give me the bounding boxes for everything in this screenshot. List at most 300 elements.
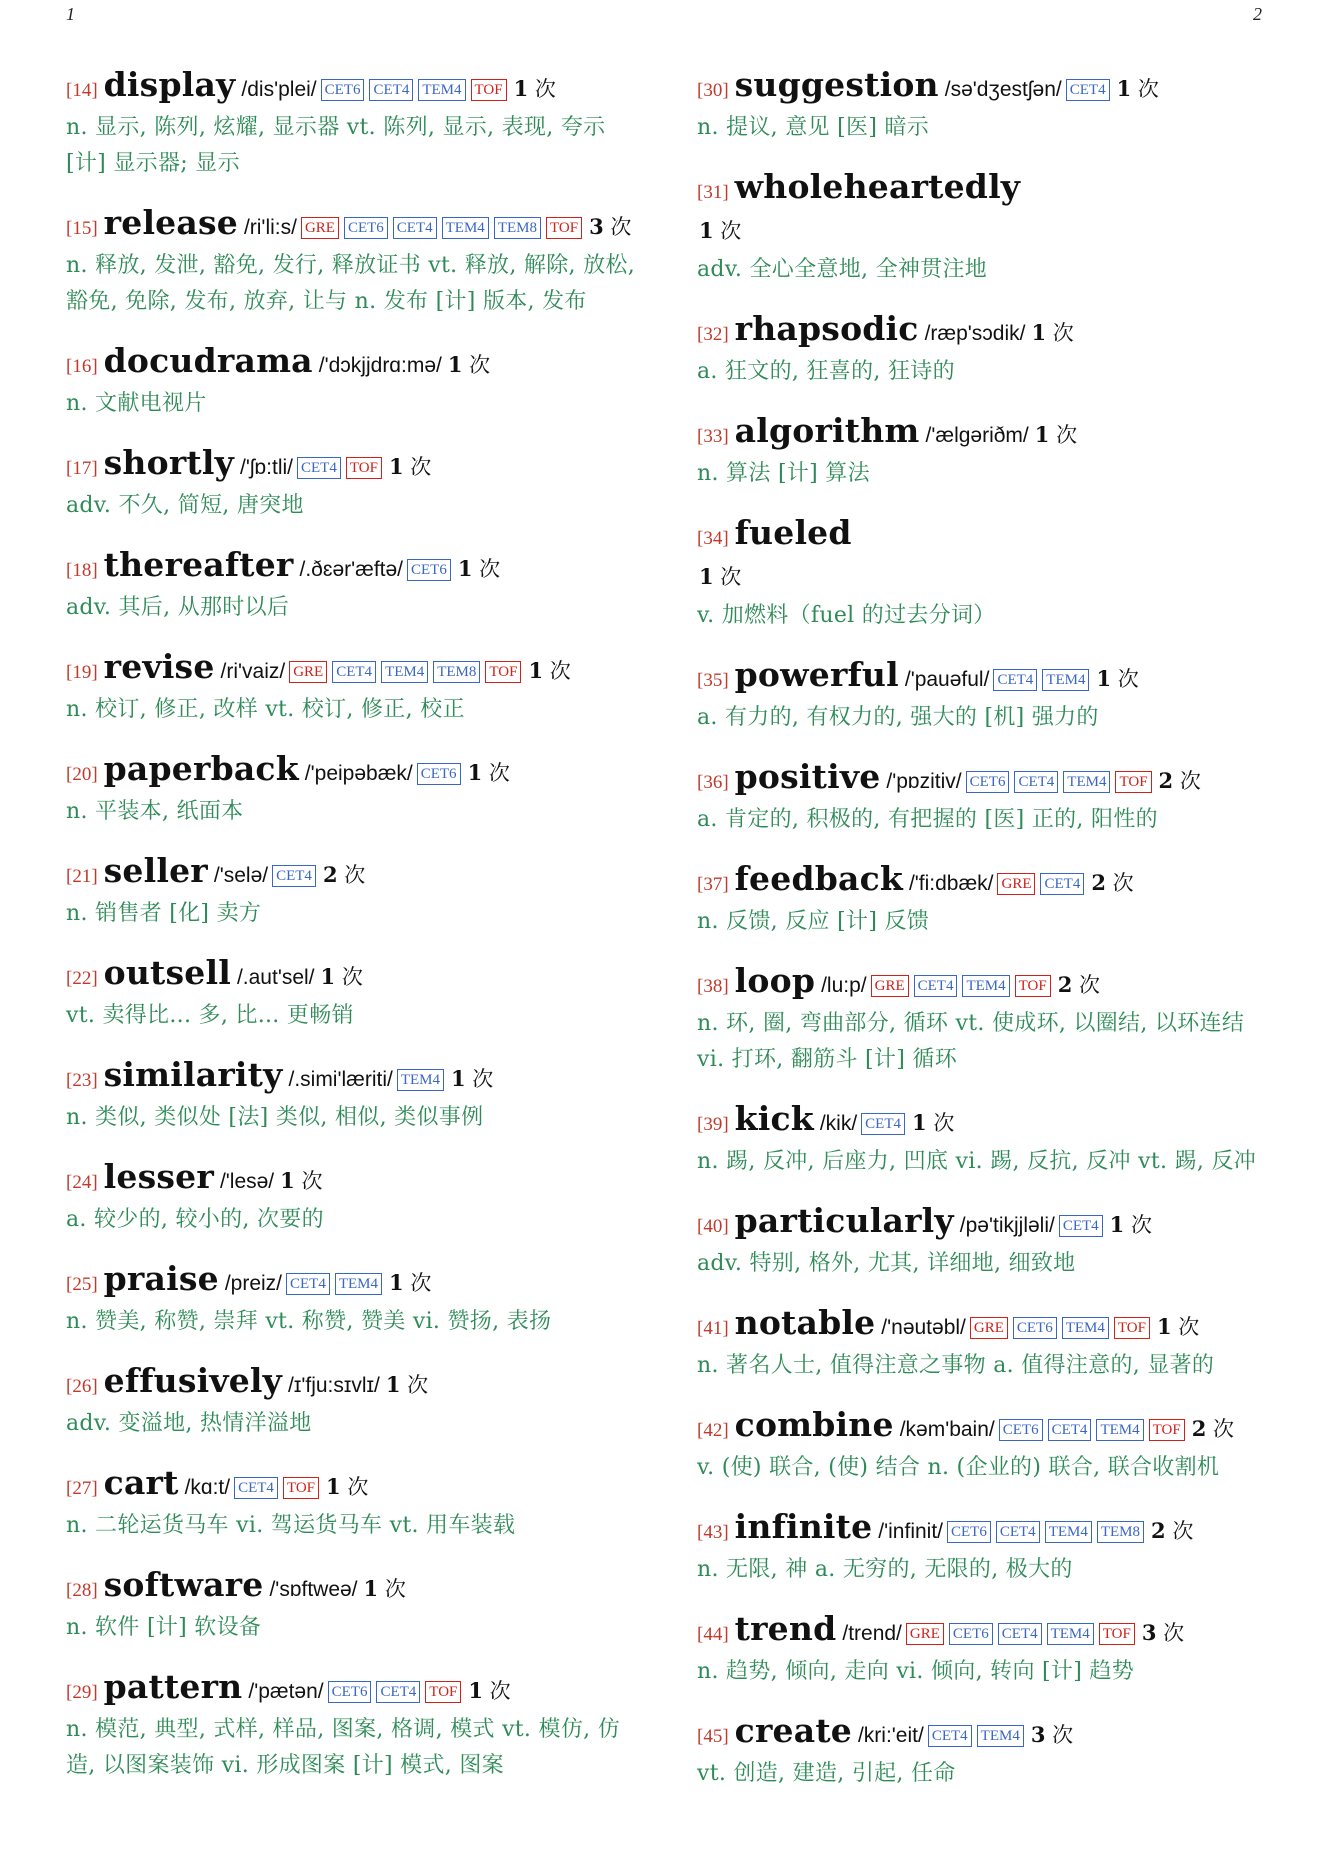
exam-tag-cet4: CET4 bbox=[286, 1273, 330, 1295]
headword: fueled bbox=[734, 513, 852, 552]
phonetic: /preiz/ bbox=[224, 1272, 282, 1295]
phonetic: /trend/ bbox=[842, 1622, 902, 1645]
frequency-count bbox=[912, 1111, 954, 1135]
entry-headline bbox=[66, 1056, 646, 1100]
frequency-number: 1 bbox=[1034, 422, 1050, 447]
definition: adv. 特别, 格外, 尤其, 详细地, 细致地 bbox=[697, 1251, 1076, 1276]
phonetic: /'dɔkjjdrɑ:mə/ bbox=[318, 354, 442, 377]
frequency-count bbox=[386, 1373, 428, 1397]
entry-index: [28] bbox=[66, 1580, 98, 1601]
headword: software bbox=[103, 1565, 264, 1604]
word-entry bbox=[66, 1056, 646, 1136]
definition: n. 文献电视片 bbox=[66, 391, 207, 416]
frequency-number: 1 bbox=[468, 1678, 483, 1703]
frequency-count bbox=[280, 1169, 322, 1193]
entry-headline bbox=[66, 204, 646, 248]
exam-tag-cet6: CET6 bbox=[407, 559, 451, 581]
exam-tag-cet4: CET4 bbox=[993, 669, 1037, 691]
frequency-number: 1 bbox=[447, 352, 463, 377]
headword: thereafter bbox=[103, 545, 294, 584]
exam-tag-cet6: CET6 bbox=[947, 1521, 991, 1543]
frequency-number: 1 bbox=[388, 454, 404, 479]
frequency-count bbox=[1157, 1315, 1199, 1339]
entry-index: [33] bbox=[697, 426, 729, 447]
definition: a. 狂文的, 狂喜的, 狂诗的 bbox=[697, 359, 955, 384]
entry-headline bbox=[66, 750, 646, 794]
frequency-unit: 次 bbox=[1173, 769, 1201, 793]
frequency-number: 1 bbox=[451, 1066, 466, 1091]
headword: shortly bbox=[103, 443, 234, 482]
exam-tag-tem4: TEM4 bbox=[1096, 1419, 1143, 1441]
entry-headline bbox=[697, 514, 1277, 558]
exam-tag-tem4: TEM4 bbox=[1062, 1317, 1109, 1339]
entry-headline bbox=[697, 412, 1277, 456]
exam-tag-tem4: TEM4 bbox=[977, 1725, 1024, 1747]
frequency-number: 2 bbox=[322, 862, 338, 887]
frequency-number: 1 bbox=[912, 1110, 927, 1135]
entry-index: [22] bbox=[66, 968, 98, 989]
frequency-unit: 次 bbox=[1045, 1723, 1074, 1747]
exam-tag-tem4: TEM4 bbox=[962, 975, 1009, 997]
entry-index: [19] bbox=[66, 662, 98, 683]
entry-index: [44] bbox=[697, 1624, 729, 1645]
exam-tag-tof: TOF bbox=[425, 1681, 461, 1703]
entry-headline bbox=[697, 1406, 1277, 1450]
headword: revise bbox=[103, 647, 215, 686]
frequency-number: 3 bbox=[1030, 1722, 1046, 1747]
entry-index: [20] bbox=[66, 764, 98, 785]
definition: n. 环, 圈, 弯曲部分, 循环 vt. 使成环, 以圈结, 以环连结 vi. 打环, 翻筋斗 [计] 循环 bbox=[697, 1011, 1245, 1072]
exam-tag-tof: TOF bbox=[546, 217, 582, 239]
frequency-count bbox=[1058, 973, 1100, 997]
phonetic: /kri:'eit/ bbox=[857, 1724, 924, 1747]
exam-tag-gre: GRE bbox=[997, 873, 1035, 895]
exam-tag-tof: TOF bbox=[1115, 771, 1151, 793]
exam-tag-tof: TOF bbox=[1099, 1623, 1135, 1645]
word-entry bbox=[66, 66, 646, 182]
phonetic: /.simi'læriti/ bbox=[288, 1068, 393, 1091]
entry-index: [34] bbox=[697, 528, 729, 549]
word-entry bbox=[66, 444, 646, 524]
frequency-unit: 次 bbox=[1046, 321, 1074, 345]
frequency-count bbox=[528, 659, 570, 683]
exam-tag-cet4: CET4 bbox=[998, 1623, 1042, 1645]
frequency-count bbox=[1035, 423, 1077, 447]
entry-headline bbox=[66, 1464, 646, 1508]
definition: vt. 创造, 建造, 引起, 任命 bbox=[697, 1761, 956, 1786]
frequency-number: 1 bbox=[389, 1270, 404, 1295]
word-entry bbox=[697, 1610, 1277, 1690]
exam-tag-tem4: TEM4 bbox=[1047, 1623, 1094, 1645]
frequency-number: 2 bbox=[1158, 768, 1174, 793]
entry-index: [18] bbox=[66, 560, 98, 581]
frequency-unit: 次 bbox=[340, 1475, 369, 1499]
frequency-count bbox=[364, 1577, 406, 1601]
frequency-number: 1 bbox=[363, 1576, 379, 1601]
frequency-unit: 次 bbox=[335, 965, 363, 989]
definition: n. 软件 [计] 软设备 bbox=[66, 1615, 262, 1640]
exam-tag-gre: GRE bbox=[970, 1317, 1008, 1339]
headword: particularly bbox=[734, 1201, 954, 1240]
exam-tag-cet6: CET6 bbox=[417, 763, 461, 785]
word-entry bbox=[697, 1508, 1277, 1588]
left-column bbox=[66, 66, 646, 1806]
frequency-unit: 次 bbox=[1171, 1315, 1200, 1339]
exam-tag-cet4: CET4 bbox=[376, 1681, 420, 1703]
headword: release bbox=[103, 203, 238, 242]
entry-index: [31] bbox=[697, 182, 729, 203]
frequency-number: 1 bbox=[699, 218, 714, 243]
entry-headline bbox=[697, 860, 1277, 904]
exam-tag-cet6: CET6 bbox=[949, 1623, 993, 1645]
exam-tag-cet4: CET4 bbox=[1059, 1215, 1103, 1237]
exam-tag-cet4: CET4 bbox=[996, 1521, 1040, 1543]
frequency-number: 1 bbox=[280, 1168, 295, 1193]
word-entry bbox=[697, 1304, 1277, 1384]
definition: n. 赞美, 称赞, 崇拜 vt. 称赞, 赞美 vi. 赞扬, 表扬 bbox=[66, 1309, 552, 1334]
exam-tag-cet6: CET6 bbox=[1013, 1317, 1057, 1339]
definition: n. 踢, 反冲, 后座力, 凹底 vi. 踢, 反抗, 反冲 vt. 踢, 反冲 bbox=[697, 1149, 1257, 1174]
entry-index: [21] bbox=[66, 866, 98, 887]
exam-tag-tof: TOF bbox=[346, 457, 382, 479]
definition: adv. 变溢地, 热情洋溢地 bbox=[66, 1411, 312, 1436]
headword: effusively bbox=[103, 1361, 283, 1400]
exam-tag-cet4: CET4 bbox=[1048, 1419, 1092, 1441]
frequency-unit: 次 bbox=[465, 1067, 494, 1091]
word-entry bbox=[697, 860, 1277, 940]
entry-index: [27] bbox=[66, 1478, 98, 1499]
frequency-unit: 次 bbox=[713, 565, 742, 589]
entry-headline bbox=[697, 1202, 1277, 1246]
headword: rhapsodic bbox=[734, 309, 919, 348]
exam-tag-tem4: TEM4 bbox=[335, 1273, 382, 1295]
entry-headline bbox=[697, 758, 1277, 802]
entry-headline bbox=[697, 168, 1277, 212]
frequency-unit: 次 bbox=[294, 1169, 323, 1193]
frequency-count bbox=[458, 557, 500, 581]
definition: n. 显示, 陈列, 炫耀, 显示器 vt. 陈列, 显示, 表现, 夸示 [计] 显示器; 显示 bbox=[66, 115, 606, 176]
exam-tag-tof: TOF bbox=[1015, 975, 1051, 997]
word-entry bbox=[697, 758, 1277, 838]
definition: vt. 卖得比... 多, 比... 更畅销 bbox=[66, 1003, 354, 1028]
entry-index: [23] bbox=[66, 1070, 98, 1091]
phonetic: /ræp'sɔdik/ bbox=[924, 322, 1026, 345]
frequency-unit: 次 bbox=[713, 219, 742, 243]
frequency-unit: 次 bbox=[603, 215, 632, 239]
page-number-left: 1 bbox=[66, 4, 75, 24]
word-entry bbox=[66, 1362, 646, 1442]
entry-headline bbox=[697, 962, 1277, 1006]
phonetic: /'pætən/ bbox=[248, 1680, 324, 1703]
exam-tag-gre: GRE bbox=[289, 661, 327, 683]
definition: n. 类似, 类似处 [法] 类似, 相似, 类似事例 bbox=[66, 1105, 484, 1130]
entry-headline bbox=[66, 342, 646, 386]
entry-headline bbox=[697, 1610, 1277, 1654]
entry-headline bbox=[66, 66, 646, 110]
frequency-number: 1 bbox=[1096, 666, 1112, 691]
exam-tag-tem4: TEM4 bbox=[397, 1069, 444, 1091]
phonetic: /'sɒftweə/ bbox=[269, 1578, 358, 1601]
entry-headline bbox=[697, 1304, 1277, 1348]
word-entry bbox=[66, 342, 646, 422]
entry-headline bbox=[697, 1508, 1277, 1552]
phonetic: /lu:p/ bbox=[821, 974, 867, 997]
frequency-count bbox=[1151, 1519, 1193, 1543]
entry-index: [38] bbox=[697, 976, 729, 997]
frequency-number: 1 bbox=[1116, 76, 1132, 101]
exam-tag-tof: TOF bbox=[471, 79, 507, 101]
entry-index: [39] bbox=[697, 1114, 729, 1135]
phonetic: /'fi:dbæk/ bbox=[908, 872, 994, 895]
frequency-unit: 次 bbox=[403, 455, 432, 479]
entry-index: [29] bbox=[66, 1682, 98, 1703]
exam-tag-tof: TOF bbox=[1149, 1419, 1185, 1441]
frequency-count bbox=[589, 215, 631, 239]
entry-index: [30] bbox=[697, 80, 729, 101]
phonetic: /'lesə/ bbox=[219, 1170, 275, 1193]
phonetic: /kik/ bbox=[819, 1112, 858, 1135]
word-entry bbox=[697, 656, 1277, 736]
right-column bbox=[697, 66, 1277, 1814]
definition: adv. 不久, 简短, 唐突地 bbox=[66, 493, 304, 518]
entry-headline bbox=[66, 1158, 646, 1202]
phonetic: /dis'plei/ bbox=[241, 78, 317, 101]
entry-index: [15] bbox=[66, 218, 98, 239]
frequency-unit: 次 bbox=[926, 1111, 955, 1135]
phonetic: /ri'vaiz/ bbox=[220, 660, 286, 683]
entry-index: [41] bbox=[697, 1318, 729, 1339]
phonetic: /'pɒzitiv/ bbox=[886, 770, 962, 793]
entry-index: [24] bbox=[66, 1172, 98, 1193]
entry-headline bbox=[697, 310, 1277, 354]
definition: n. 平装本, 纸面本 bbox=[66, 799, 244, 824]
frequency-number: 1 bbox=[385, 1372, 401, 1397]
frequency-count bbox=[321, 965, 363, 989]
exam-tag-cet4: CET4 bbox=[369, 79, 413, 101]
frequency-unit: 次 bbox=[1131, 77, 1159, 101]
frequency-number: 2 bbox=[1057, 972, 1073, 997]
frequency-count bbox=[699, 565, 741, 589]
word-entry bbox=[697, 514, 1277, 634]
entry-index: [35] bbox=[697, 670, 729, 691]
exam-tag-tem4: TEM4 bbox=[418, 79, 465, 101]
entry-headline bbox=[697, 1712, 1277, 1756]
frequency-count bbox=[1091, 871, 1133, 895]
entry-headline bbox=[697, 1100, 1277, 1144]
frequency-number: 2 bbox=[1191, 1416, 1207, 1441]
phonetic: /ri'li:s/ bbox=[243, 216, 297, 239]
entry-index: [43] bbox=[697, 1522, 729, 1543]
entry-headline bbox=[66, 954, 646, 998]
headword: display bbox=[103, 65, 236, 104]
headword: outsell bbox=[103, 953, 231, 992]
phonetic: /pə'tikjjləli/ bbox=[959, 1214, 1055, 1237]
phonetic: /'pauəful/ bbox=[904, 668, 990, 691]
exam-tag-cet4: CET4 bbox=[1066, 79, 1110, 101]
headword: seller bbox=[103, 851, 208, 890]
frequency-count bbox=[1031, 321, 1073, 345]
frequency-unit: 次 bbox=[482, 761, 510, 785]
frequency-unit: 次 bbox=[1124, 1213, 1152, 1237]
phonetic: /'peipəbæk/ bbox=[304, 762, 413, 785]
frequency-count bbox=[1096, 667, 1138, 691]
frequency-unit: 次 bbox=[528, 77, 556, 101]
phonetic: /'selə/ bbox=[213, 864, 269, 887]
frequency-unit: 次 bbox=[337, 863, 366, 887]
frequency-count bbox=[448, 353, 490, 377]
word-entry bbox=[66, 852, 646, 932]
exam-tag-cet6: CET6 bbox=[328, 1681, 372, 1703]
exam-tag-cet6: CET6 bbox=[344, 217, 388, 239]
entry-index: [37] bbox=[697, 874, 729, 895]
exam-tag-tof: TOF bbox=[485, 661, 521, 683]
entry-index: [16] bbox=[66, 356, 98, 377]
headword: combine bbox=[734, 1405, 894, 1444]
word-entry bbox=[697, 1100, 1277, 1180]
word-entry bbox=[697, 310, 1277, 390]
page-number-right: 2 bbox=[1253, 4, 1262, 24]
frequency-count bbox=[389, 455, 431, 479]
frequency-unit: 次 bbox=[1156, 1621, 1185, 1645]
entry-count-line bbox=[697, 558, 1277, 598]
word-entry bbox=[697, 168, 1277, 288]
entry-headline bbox=[66, 1260, 646, 1304]
exam-tag-cet4: CET4 bbox=[393, 217, 437, 239]
frequency-number: 1 bbox=[1109, 1212, 1125, 1237]
frequency-number: 1 bbox=[1156, 1314, 1172, 1339]
exam-tag-cet6: CET6 bbox=[966, 771, 1010, 793]
exam-tag-tem4: TEM4 bbox=[442, 217, 489, 239]
definition: n. 模范, 典型, 式样, 样品, 图案, 格调, 模式 vt. 模仿, 仿造, 以图案装饰 vi. 形成图案 [计] 模式, 图案 bbox=[66, 1717, 621, 1778]
exam-tag-gre: GRE bbox=[871, 975, 909, 997]
frequency-count bbox=[1159, 769, 1201, 793]
exam-tag-cet6: CET6 bbox=[321, 79, 365, 101]
headword: notable bbox=[734, 1303, 876, 1342]
headword: cart bbox=[103, 1463, 179, 1502]
definition: a. 较少的, 较小的, 次要的 bbox=[66, 1207, 324, 1232]
exam-tag-cet4: CET4 bbox=[861, 1113, 905, 1135]
exam-tag-cet4: CET4 bbox=[1014, 771, 1058, 793]
exam-tag-tem8: TEM8 bbox=[433, 661, 480, 683]
entry-index: [14] bbox=[66, 80, 98, 101]
definition: n. 销售者 [化] 卖方 bbox=[66, 901, 262, 926]
exam-tag-tem8: TEM8 bbox=[1097, 1521, 1144, 1543]
definition: n. 无限, 神 a. 无穷的, 无限的, 极大的 bbox=[697, 1557, 1073, 1582]
headword: suggestion bbox=[734, 65, 939, 104]
definition: adv. 其后, 从那时以后 bbox=[66, 595, 290, 620]
exam-tag-gre: GRE bbox=[301, 217, 339, 239]
headword: similarity bbox=[103, 1055, 283, 1094]
headword: create bbox=[734, 1711, 852, 1750]
entry-headline bbox=[66, 1566, 646, 1610]
word-entry bbox=[697, 962, 1277, 1078]
definition: v. (使) 联合, (使) 结合 n. (企业的) 联合, 联合收割机 bbox=[697, 1455, 1220, 1480]
frequency-number: 1 bbox=[528, 658, 544, 683]
entry-headline bbox=[697, 656, 1277, 700]
entry-index: [40] bbox=[697, 1216, 729, 1237]
entry-headline bbox=[66, 546, 646, 590]
word-entry bbox=[66, 204, 646, 320]
phonetic: /'nəutəbl/ bbox=[881, 1316, 966, 1339]
exam-tag-gre: GRE bbox=[906, 1623, 944, 1645]
definition: n. 趋势, 倾向, 走向 vi. 倾向, 转向 [计] 趋势 bbox=[697, 1659, 1135, 1684]
phonetic: /.ðɛər'æftə/ bbox=[299, 558, 403, 581]
frequency-number: 2 bbox=[1151, 1518, 1166, 1543]
frequency-count bbox=[1142, 1621, 1184, 1645]
frequency-count bbox=[389, 1271, 431, 1295]
word-entry bbox=[66, 1260, 646, 1340]
frequency-unit: 次 bbox=[543, 659, 571, 683]
word-entry bbox=[66, 1464, 646, 1544]
word-entry bbox=[697, 1712, 1277, 1792]
frequency-count bbox=[699, 219, 741, 243]
headword: kick bbox=[734, 1099, 814, 1138]
frequency-unit: 次 bbox=[378, 1577, 406, 1601]
frequency-count bbox=[323, 863, 365, 887]
frequency-number: 3 bbox=[1141, 1620, 1157, 1645]
entry-headline bbox=[66, 852, 646, 896]
definition: v. 加燃料（fuel 的过去分词） bbox=[697, 603, 996, 628]
entry-count-line bbox=[697, 212, 1277, 252]
frequency-unit: 次 bbox=[1105, 871, 1134, 895]
word-entry bbox=[66, 1668, 646, 1784]
headword: algorithm bbox=[734, 411, 920, 450]
frequency-count bbox=[1031, 1723, 1073, 1747]
frequency-unit: 次 bbox=[483, 1679, 511, 1703]
definition: n. 反馈, 反应 [计] 反馈 bbox=[697, 909, 930, 934]
definition: a. 有力的, 有权力的, 强大的 [机] 强力的 bbox=[697, 705, 1099, 730]
exam-tag-tof: TOF bbox=[1114, 1317, 1150, 1339]
definition: n. 校订, 修正, 改样 vt. 校订, 修正, 校正 bbox=[66, 697, 465, 722]
exam-tag-tem4: TEM4 bbox=[1045, 1521, 1092, 1543]
headword: positive bbox=[734, 757, 881, 796]
exam-tag-tem4: TEM4 bbox=[1042, 669, 1089, 691]
frequency-number: 1 bbox=[457, 556, 473, 581]
entry-index: [45] bbox=[697, 1726, 729, 1747]
frequency-count bbox=[514, 77, 556, 101]
phonetic: /'ælgəriðm/ bbox=[925, 424, 1029, 447]
exam-tag-cet6: CET6 bbox=[999, 1419, 1043, 1441]
entry-index: [26] bbox=[66, 1376, 98, 1397]
entry-index: [36] bbox=[697, 772, 729, 793]
frequency-count bbox=[1117, 77, 1159, 101]
headword: wholeheartedly bbox=[734, 167, 1021, 206]
definition: n. 著名人士, 值得注意之事物 a. 值得注意的, 显著的 bbox=[697, 1353, 1215, 1378]
entry-index: [25] bbox=[66, 1274, 98, 1295]
entry-headline bbox=[66, 444, 646, 488]
word-entry bbox=[66, 954, 646, 1034]
exam-tag-cet4: CET4 bbox=[297, 457, 341, 479]
frequency-unit: 次 bbox=[1111, 667, 1139, 691]
definition: n. 二轮运货马车 vi. 驾运货马车 vt. 用车装载 bbox=[66, 1513, 516, 1538]
entry-index: [32] bbox=[697, 324, 729, 345]
phonetic: /'ʃɒ:tli/ bbox=[239, 456, 294, 479]
phonetic: /kɑ:t/ bbox=[184, 1476, 231, 1499]
phonetic: /ɪ'fju:sɪvlɪ/ bbox=[288, 1374, 380, 1397]
entry-headline bbox=[66, 1362, 646, 1406]
frequency-unit: 次 bbox=[1206, 1417, 1234, 1441]
definition: n. 提议, 意见 [医] 暗示 bbox=[697, 115, 930, 140]
definition: n. 算法 [计] 算法 bbox=[697, 461, 870, 486]
word-entry bbox=[66, 1158, 646, 1238]
frequency-unit: 次 bbox=[462, 353, 491, 377]
frequency-unit: 次 bbox=[1165, 1519, 1194, 1543]
exam-tag-cet4: CET4 bbox=[234, 1477, 278, 1499]
frequency-count bbox=[1110, 1213, 1152, 1237]
entry-headline bbox=[697, 66, 1277, 110]
exam-tag-cet4: CET4 bbox=[914, 975, 958, 997]
headword: paperback bbox=[103, 749, 299, 788]
